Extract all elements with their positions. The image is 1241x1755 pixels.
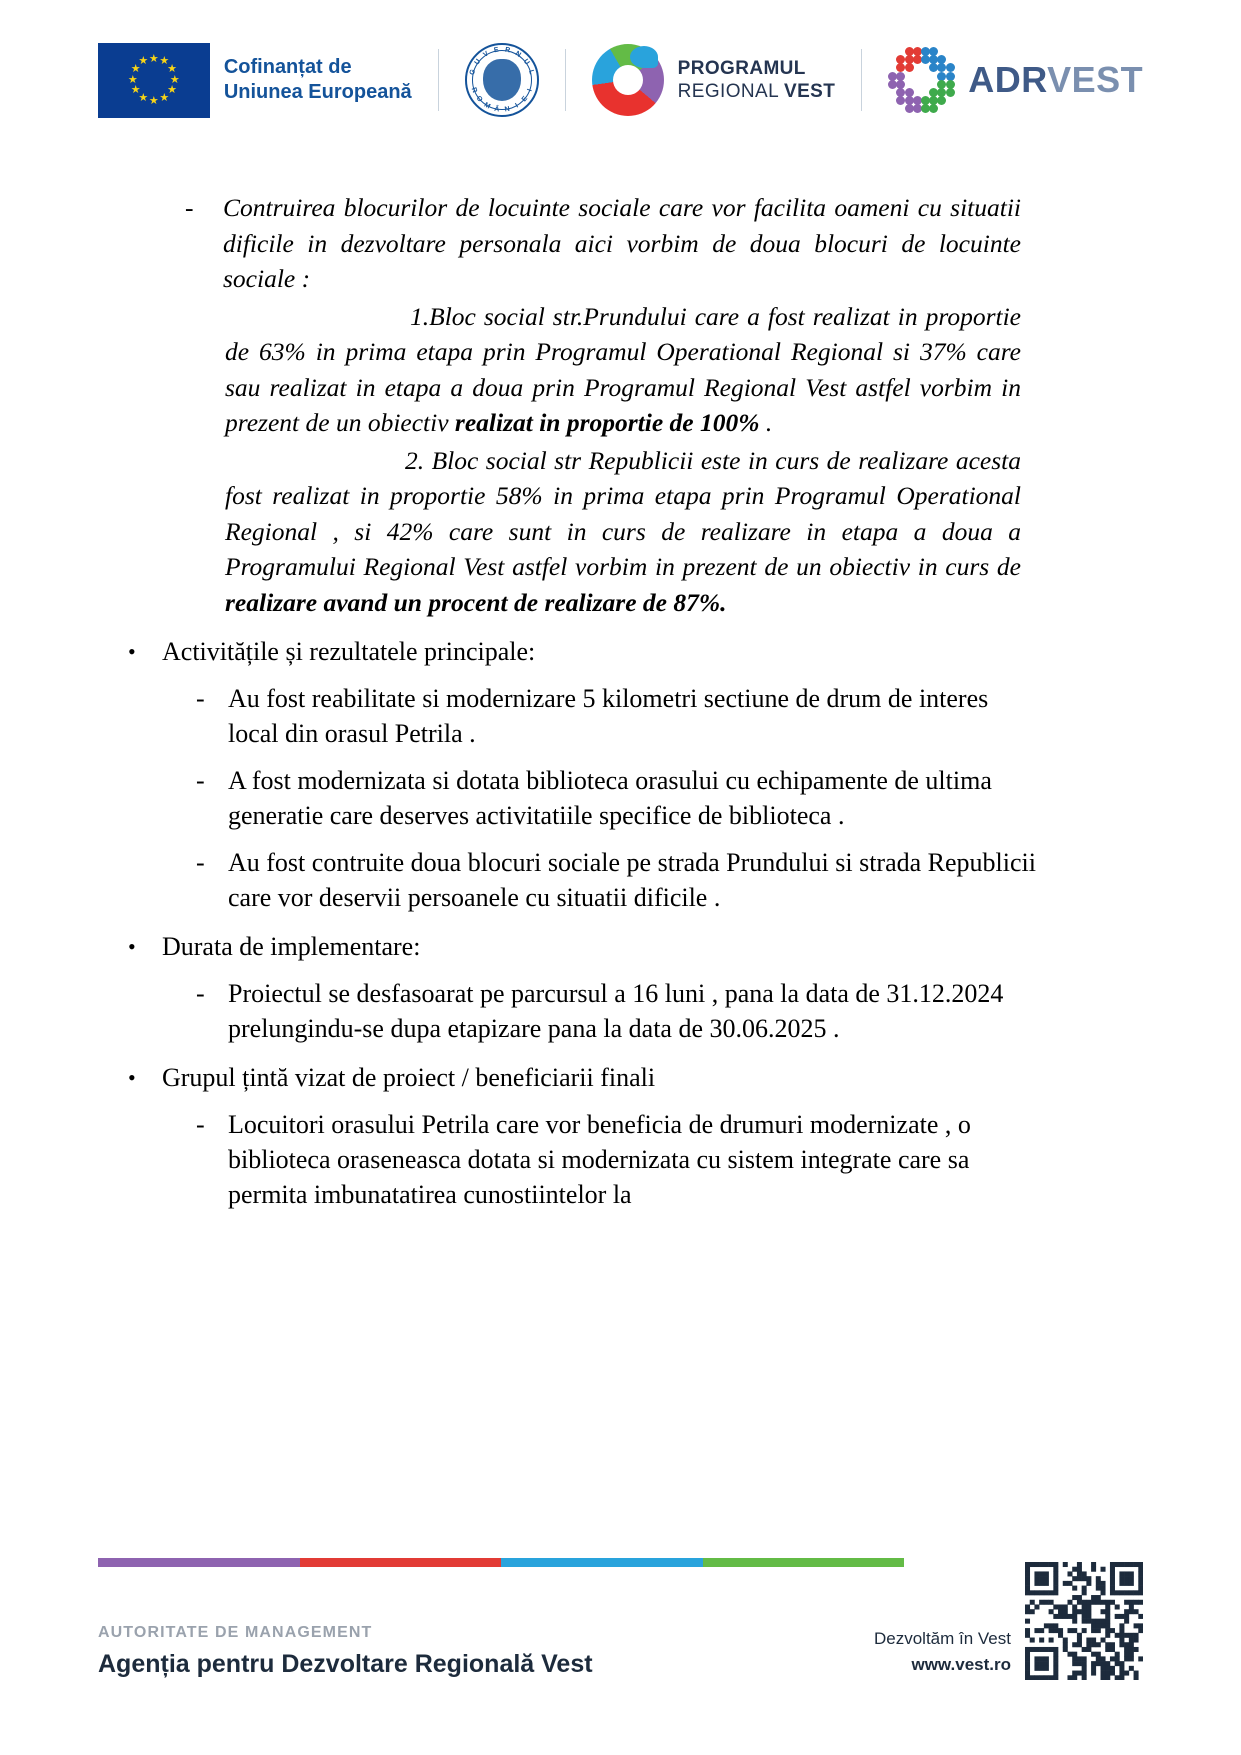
footer-slogan: Dezvoltăm în Vest xyxy=(873,1629,1011,1648)
list-item-dash: - xyxy=(196,848,205,877)
seal-letter: R xyxy=(504,46,511,55)
document-footer xyxy=(0,1540,1241,1755)
adrvest-light: VEST xyxy=(1047,59,1144,100)
bullet-sections xyxy=(0,634,1241,1212)
seal-letter: E xyxy=(520,95,529,104)
list-item-text: Proiectul se desfasoarat pe parcursul a 16 luni , pana la data de 31.12.2024 prelungindu-se dupa etapizare pana la data de 30.06.2025 . xyxy=(228,979,1004,1043)
adrvest-dot xyxy=(905,63,914,72)
paragraph-bloc-1 xyxy=(0,299,1241,441)
paragraph-2-bold: realizare avand un procent de realizare de 87%. xyxy=(225,587,727,617)
list-item xyxy=(0,845,1241,915)
seal-letter: V xyxy=(481,50,490,59)
section-heading: Activitățile și rezultatele principale: xyxy=(162,637,536,666)
section-heading: Grupul țintă vizat de proiect / beneficiarii finali xyxy=(162,1063,656,1092)
section-heading: Durata de implementare: xyxy=(162,932,421,961)
eu-star-icon: ★ xyxy=(127,73,138,86)
eu-star-icon: ★ xyxy=(138,55,149,68)
adrvest-dots-logo-icon xyxy=(888,47,954,113)
document-body xyxy=(0,190,1241,1212)
footer-organization-name: Agenția pentru Dezvoltare Regională Vest xyxy=(98,1650,593,1678)
list-item xyxy=(0,681,1241,751)
italic-bullet-text: Contruirea blocurilor de locuinte sociale care vor facilita oameni cu situatii dificile in dezvoltare personala aici vorbim de doua blocuri de locuinte sociale : xyxy=(223,193,1021,293)
list-item-text: Au fost reabilitate si modernizare 5 kilometri sectiune de drum de interes local din orasul Petrila . xyxy=(228,684,989,748)
list-item-text: Au fost contruite doua blocuri sociale pe strada Prundului si strada Republicii care vor deservii persoanele cu situatii dificile . xyxy=(228,848,1036,912)
paragraph-1-bold: realizat in proportie de 100% xyxy=(454,408,760,437)
adrvest-logo-text xyxy=(968,59,1143,101)
bullet-point-icon: • xyxy=(128,1065,136,1090)
eu-star-icon: ★ xyxy=(159,91,170,104)
footer-authority-label: AUTORITATE DE MANAGEMENT xyxy=(98,1624,373,1641)
romania-government-seal-icon xyxy=(465,43,539,117)
adrvest-bold: ADR xyxy=(968,59,1048,100)
seal-letter: O xyxy=(474,94,484,104)
programul-regional-vest-logo-icon xyxy=(592,44,664,116)
program-line2-regular: REGIONAL xyxy=(677,81,785,102)
eu-star-icon: ★ xyxy=(148,52,159,65)
seal-letter: I xyxy=(514,102,520,110)
eu-star-icon: ★ xyxy=(159,55,170,68)
seal-letter: R xyxy=(469,86,478,94)
program-logo-text xyxy=(678,57,836,103)
program-line1: PROGRAMUL xyxy=(677,58,806,79)
bullet-section-heading-row xyxy=(0,929,1241,964)
seal-letter: U xyxy=(473,58,482,67)
seal-letter: G xyxy=(468,68,477,76)
seal-ring-text xyxy=(467,45,537,115)
list-item-dash: - xyxy=(196,684,205,713)
eu-star-icon: ★ xyxy=(130,63,141,75)
adrvest-dot xyxy=(937,96,946,105)
adrvest-dot xyxy=(946,88,955,97)
italic-bullet-dash: - xyxy=(185,193,194,222)
eu-star-icon: ★ xyxy=(167,63,177,75)
footer-bar-segment xyxy=(300,1558,502,1567)
adrvest-logo xyxy=(862,38,1169,122)
eu-star-icon: ★ xyxy=(169,73,180,86)
footer-color-bar xyxy=(98,1558,904,1567)
eu-logo-text xyxy=(224,55,412,105)
footer-bar-segment xyxy=(98,1558,300,1567)
paragraph-2-part1: 2. Bloc social str Republicii este in curs de realizare acesta fost realizat in proportie 58% in prima etapa prin Programul Operational Regional , si 42% care sunt in curs de realizare in etapa a doua a Programului Regional Vest astfel vorbim in prezent de un obiectiv in curs de xyxy=(225,445,1021,581)
bullet-point-icon: • xyxy=(128,639,136,664)
seal-letter: L xyxy=(526,69,535,76)
italic-bullet-row xyxy=(0,190,1241,297)
eu-star-icon: ★ xyxy=(167,84,177,96)
eu-flag-icon xyxy=(98,43,210,118)
eu-star-icon: ★ xyxy=(130,84,141,96)
program-line2-bold: VEST xyxy=(784,81,836,102)
eu-star-icon: ★ xyxy=(138,91,149,104)
qr-code-icon[interactable] xyxy=(1025,1562,1143,1680)
footer-bar-segment xyxy=(703,1558,905,1567)
eu-logo-line2: Uniunea Europeană xyxy=(223,81,412,103)
eu-star-icon: ★ xyxy=(148,94,159,107)
eu-logo-line1: Cofinanțat de xyxy=(223,56,352,78)
adrvest-dot xyxy=(929,104,938,113)
programul-regional-vest-logo xyxy=(566,38,862,122)
footer-bar-segment xyxy=(501,1558,703,1567)
paragraph-bloc-2 xyxy=(0,443,1241,621)
list-item xyxy=(0,763,1241,833)
seal-letter: Â xyxy=(493,105,500,114)
list-item xyxy=(0,1107,1241,1212)
list-item-dash: - xyxy=(196,979,205,1008)
list-item-text: A fost modernizata si dotata biblioteca orasului cu echipamente de ultima generatie care deserves activitatiile specifice de biblioteca . xyxy=(228,766,992,830)
seal-letter: U xyxy=(521,58,531,67)
eu-cofinancing-logo xyxy=(72,38,438,122)
seal-letter: N xyxy=(513,50,522,59)
list-item xyxy=(0,976,1241,1046)
seal-letter: E xyxy=(493,46,500,55)
footer-url[interactable]: www.vest.ro xyxy=(911,1655,1011,1674)
list-item-dash: - xyxy=(196,1110,205,1139)
document-header xyxy=(0,0,1241,160)
seal-letter: M xyxy=(482,101,491,111)
seal-letter: N xyxy=(503,105,510,114)
bullet-point-icon: • xyxy=(128,934,136,959)
paragraph-1-part1: 1.Bloc social str.Prundului care a fost realizat in proportie de 63% in prima etapa prin Programul Operational Regional si 37% care sau realizat in etapa a doua prin Programul Regional Vest astfel vorbim in prezent de un obiectiv xyxy=(225,301,1021,437)
footer-contact-block xyxy=(874,1626,1011,1678)
list-item-dash: - xyxy=(196,766,205,795)
italic-section xyxy=(0,190,1241,620)
bullet-section-heading-row xyxy=(0,1060,1241,1095)
seal-letter: I xyxy=(526,88,534,93)
list-item-text: Locuitori orasului Petrila care vor beneficia de drumuri modernizate , o biblioteca oraseneasca dotata si modernizata cu sistem integrate care sa permita imbunatatirea cunostiintelor la xyxy=(228,1110,971,1209)
bullet-section-heading-row xyxy=(0,634,1241,669)
paragraph-1-part2: . xyxy=(759,408,773,437)
romania-government-logo xyxy=(439,38,565,122)
